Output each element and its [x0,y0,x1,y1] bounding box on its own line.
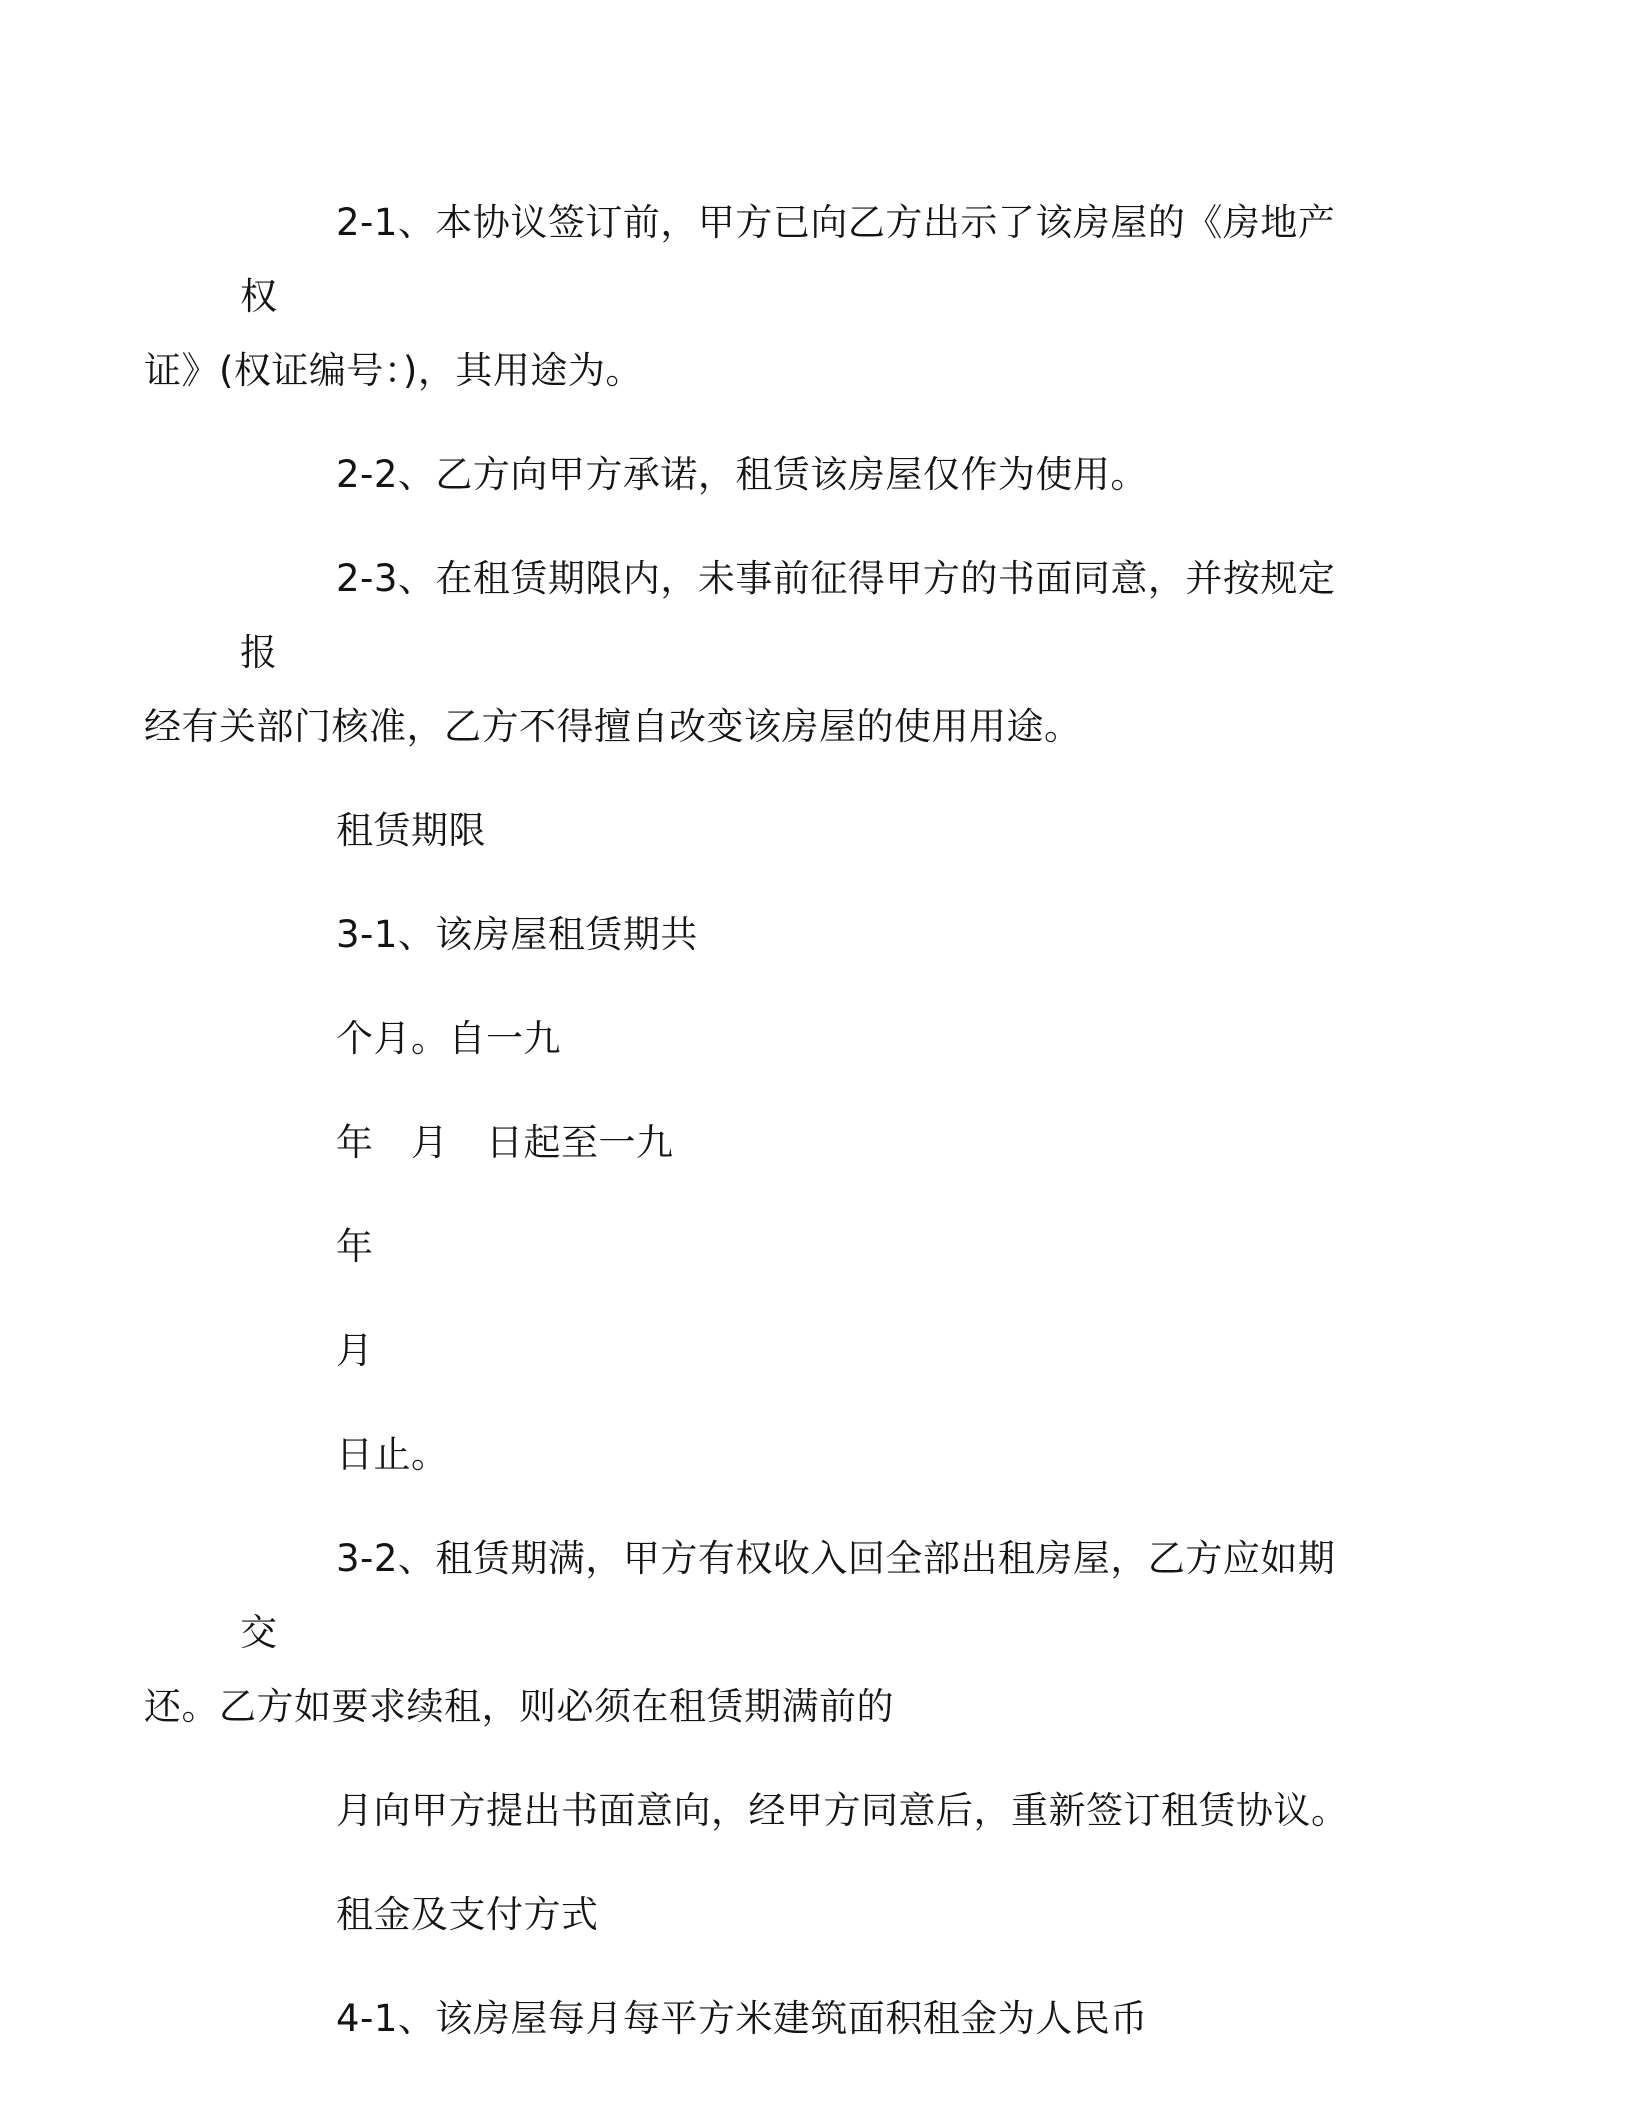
clause-3-1-b-text: 个月。自一九 [336,1017,561,1060]
clause-2-3-line-1: 2-3、在租赁期限内，未事前征得甲方的书面同意，并按规定报 [240,557,1336,674]
clause-3-1-a [240,898,1360,972]
clause-3-2-b [240,1774,1360,1848]
heading-lease-term [240,794,1360,868]
clause-3-2 [144,1522,1360,1744]
clause-2-2 [240,438,1360,512]
clause-2-1-line-1: 2-1、本协议签订前，甲方已向乙方出示了该房屋的《房地产权 [240,201,1336,318]
clause-3-2-b-text: 月向甲方提出书面意向，经甲方同意后，重新签订租赁协议。 [336,1789,1349,1832]
clause-3-2-line-1: 3-2、租赁期满，甲方有权收入回全部出租房屋，乙方应如期交 [240,1537,1336,1654]
clause-2-1 [144,186,1360,408]
clause-4-1 [240,1982,1360,2056]
clause-3-1-b [240,1002,1360,1076]
clause-3-1-c [240,1106,1360,1180]
clause-3-1-e [240,1314,1360,1388]
clause-3-1-f-text: 日止。 [336,1433,449,1476]
clause-3-1-f [240,1418,1360,1492]
clause-2-3-line-2: 经有关部门核准，乙方不得擅自改变该房屋的使用用途。 [144,705,1082,748]
clause-3-2-line-2: 还。乙方如要求续租，则必须在租赁期满前的 [144,1685,894,1728]
clause-3-1-a-text: 3-1、该房屋租赁期共 [336,913,698,956]
document-body [144,186,1360,2086]
clause-4-1-text: 4-1、该房屋每月每平方米建筑面积租金为人民币 [336,1997,1148,2040]
clause-3-1-e-text: 月 [336,1329,374,1372]
clause-3-1-d-text: 年 [336,1225,374,1268]
clause-2-1-line-2: 证》(权证编号：)，其用途为。 [144,349,643,392]
clause-3-1-d [240,1210,1360,1284]
heading-rent-payment-text: 租金及支付方式 [336,1893,599,1936]
heading-rent-payment [240,1878,1360,1952]
heading-lease-term-text: 租赁期限 [336,809,486,852]
clause-2-3 [144,542,1360,764]
clause-3-1-c-text: 年 月 日起至一九 [336,1121,674,1164]
clause-2-2-line-1: 2-2、乙方向甲方承诺，租赁该房屋仅作为使用。 [336,453,1148,496]
